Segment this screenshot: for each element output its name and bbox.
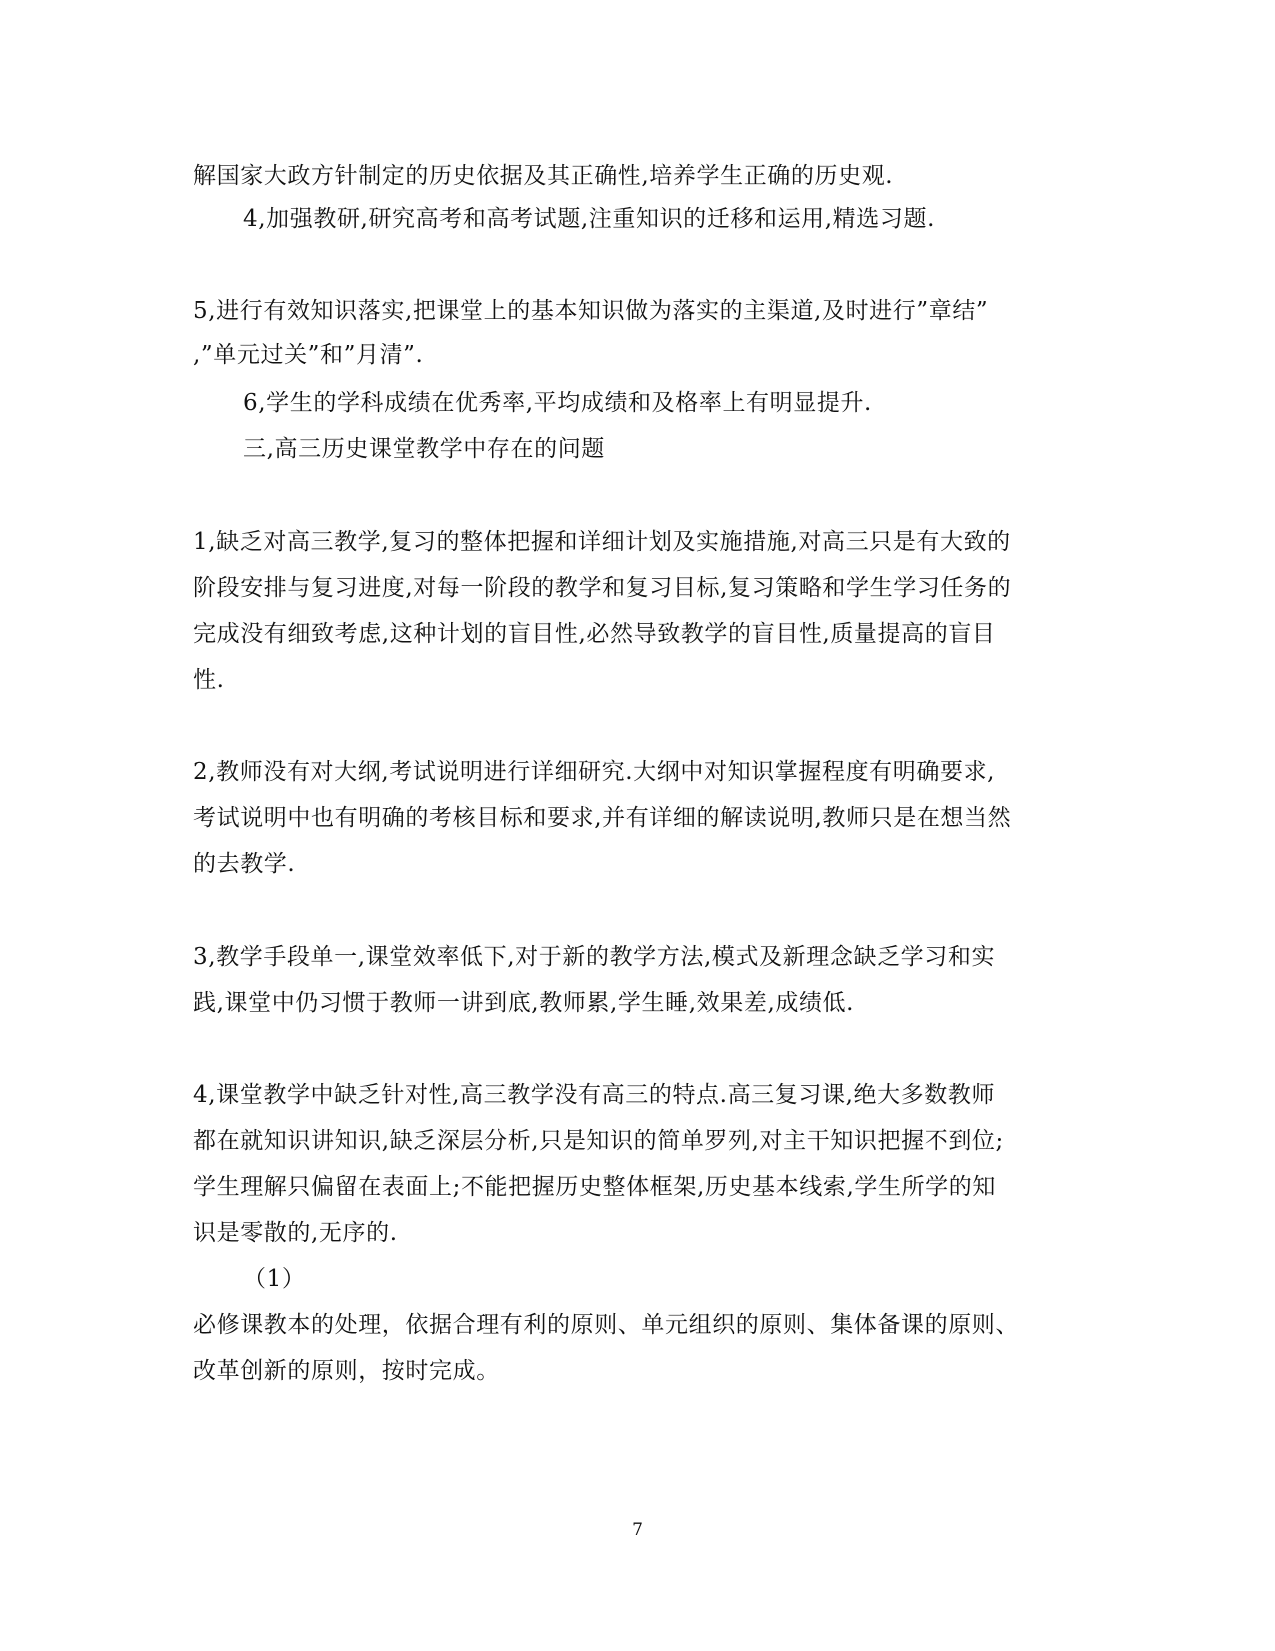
text-line: 6,学生的学科成绩在优秀率,平均成绩和及格率上有明显提升. [243, 390, 872, 416]
text-line: 的去教学. [193, 851, 296, 877]
text-line: 改革创新的原则，按时完成。 [193, 1358, 500, 1384]
text-line: 2,教师没有对大纲,考试说明进行详细研究.大纲中对知识掌握程度有明确要求, [193, 759, 996, 785]
text-line: 践,课堂中仍习惯于教师一讲到底,教师累,学生睡,效果差,成绩低. [193, 990, 855, 1016]
text-line: 4,加强教研,研究高考和高考试题,注重知识的迁移和运用,精选习题. [243, 206, 935, 232]
text-line: 性. [193, 667, 225, 693]
text-line: 阶段安排与复习进度,对每一阶段的教学和复习目标,复习策略和学生学习任务的 [193, 575, 1012, 601]
text-line: 都在就知识讲知识,缺乏深层分析,只是知识的简单罗列,对主干知识把握不到位; [193, 1128, 1004, 1154]
text-line: 1,缺乏对高三教学,复习的整体把握和详细计划及实施措施,对高三只是有大致的 [193, 529, 1011, 555]
text-line: 4,课堂教学中缺乏针对性,高三教学没有高三的特点.高三复习课,绝大多数教师 [193, 1082, 996, 1108]
list-marker: （1） [243, 1266, 306, 1292]
text-line: 5,进行有效知识落实,把课堂上的基本知识做为落实的主渠道,及时进行”章结” [193, 298, 989, 324]
text-line: 完成没有细致考虑,这种计划的盲目性,必然导致教学的盲目性,质量提高的盲目 [193, 621, 996, 647]
text-line: 解国家大政方针制定的历史依据及其正确性,培养学生正确的历史观. [193, 163, 894, 189]
text-line: 识是零散的,无序的. [193, 1220, 398, 1246]
text-line: 3,教学手段单一,课堂效率低下,对于新的教学方法,模式及新理念缺乏学习和实 [193, 944, 996, 970]
text-line: ,”单元过关”和”月清”. [193, 342, 424, 368]
section-heading: 三,高三历史课堂教学中存在的问题 [243, 436, 605, 462]
page-number: 7 [632, 1520, 643, 1540]
text-line: 学生理解只偏留在表面上;不能把握历史整体框架,历史基本线索,学生所学的知 [193, 1174, 996, 1200]
text-line: 考试说明中也有明确的考核目标和要求,并有详细的解读说明,教师只是在想当然 [193, 805, 1012, 831]
text-line: 必修课教本的处理，依据合理有利的原则、单元组织的原则、集体备课的原则、 [193, 1312, 1019, 1338]
